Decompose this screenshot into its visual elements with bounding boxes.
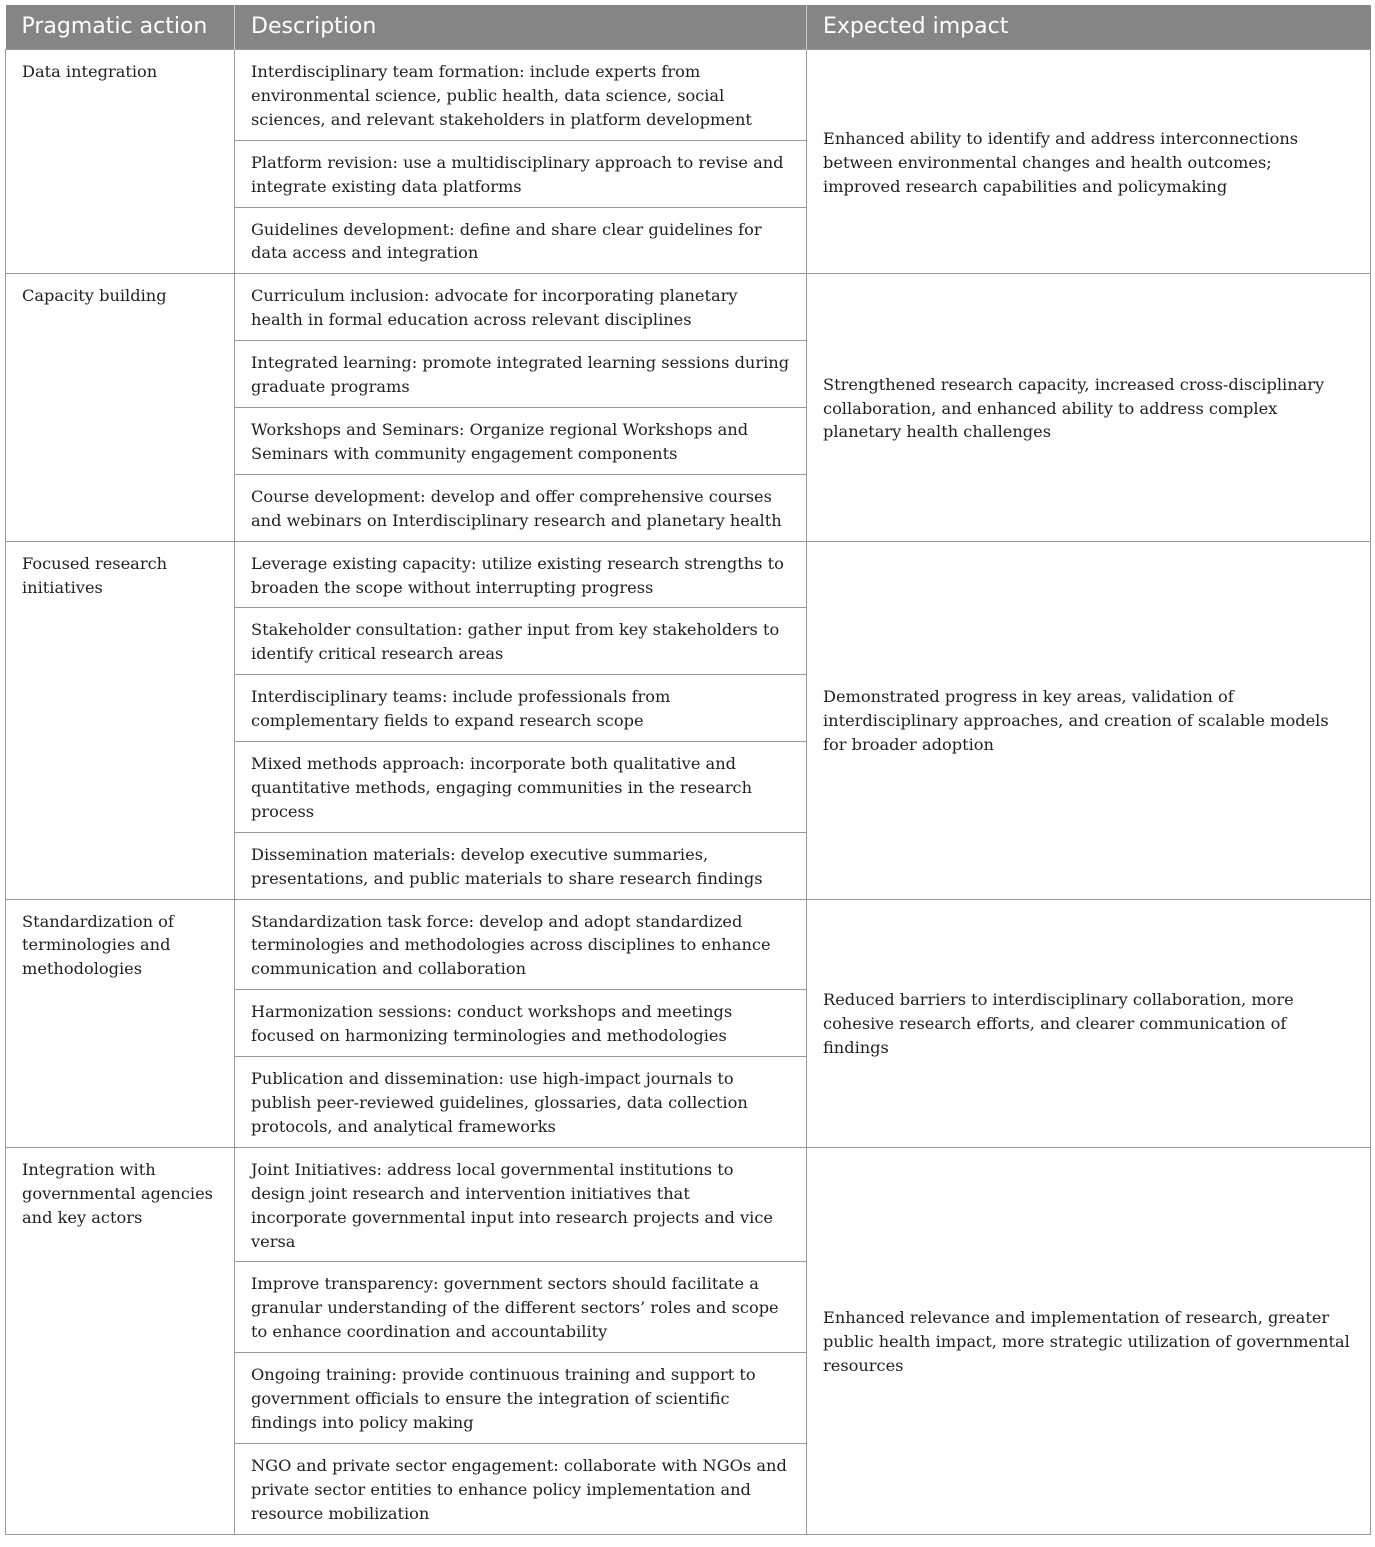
description-cell: Improve transparency: government sectors should facilitate a granular understanding of the different sectors’ roles and scope to enhance coordination and accountability: [235, 1262, 807, 1353]
description-cell: Standardization task force: develop and adopt standardized terminologies and methodologies across disciplines to enhance communication and collaboration: [235, 899, 807, 990]
header-pragmatic-action: Pragmatic action: [6, 5, 235, 50]
description-cell: Leverage existing capacity: utilize existing research strengths to broaden the scope without interrupting progress: [235, 541, 807, 608]
description-cell: Harmonization sessions: conduct workshops and meetings focused on harmonizing terminologies and methodologies: [235, 990, 807, 1057]
description-cell: NGO and private sector engagement: collaborate with NGOs and private sector entities to enhance policy implementation and resource mobilization: [235, 1443, 807, 1534]
impact-cell: Reduced barriers to interdisciplinary collaboration, more cohesive research efforts, and clearer communication of findings: [807, 899, 1371, 1147]
action-cell: Capacity building: [6, 274, 235, 541]
header-row: [6, 5, 1371, 50]
description-cell: Guidelines development: define and share clear guidelines for data access and integration: [235, 207, 807, 274]
description-cell: Ongoing training: provide continuous training and support to government officials to ensure the integration of scientific findings into policy making: [235, 1353, 807, 1444]
impact-cell: Demonstrated progress in key areas, validation of interdisciplinary approaches, and creation of scalable models for broader adoption: [807, 541, 1371, 899]
impact-cell: Enhanced ability to identify and address interconnections between environmental changes and health outcomes; improved research capabilities and policymaking: [807, 50, 1371, 274]
header-expected-impact: Expected impact: [807, 5, 1371, 50]
table-body: [6, 50, 1371, 1535]
description-cell: Mixed methods approach: incorporate both qualitative and quantitative methods, engaging communities in the research process: [235, 742, 807, 833]
description-cell: Dissemination materials: develop executive summaries, presentations, and public materials to share research findings: [235, 832, 807, 899]
description-cell: Workshops and Seminars: Organize regional Workshops and Seminars with community engagement components: [235, 407, 807, 474]
description-cell: Course development: develop and offer comprehensive courses and webinars on Interdisciplinary research and planetary health: [235, 474, 807, 541]
table-row: [6, 1147, 1371, 1262]
description-cell: Interdisciplinary teams: include professionals from complementary fields to expand research scope: [235, 675, 807, 742]
description-cell: Integrated learning: promote integrated learning sessions during graduate programs: [235, 341, 807, 408]
action-cell: Focused research initiatives: [6, 541, 235, 899]
actions-table: [5, 5, 1371, 1535]
action-cell: Data integration: [6, 50, 235, 274]
description-cell: Interdisciplinary team formation: include experts from environmental science, public health, data science, social sciences, and relevant stakeholders in platform development: [235, 50, 807, 141]
impact-cell: Enhanced relevance and implementation of research, greater public health impact, more strategic utilization of governmental resources: [807, 1147, 1371, 1534]
description-cell: Joint Initiatives: address local governmental institutions to design joint research and intervention initiatives that incorporate governmental input into research projects and vice versa: [235, 1147, 807, 1262]
table-header: [6, 5, 1371, 50]
description-cell: Stakeholder consultation: gather input from key stakeholders to identify critical research areas: [235, 608, 807, 675]
table-row: [6, 50, 1371, 141]
table-row: [6, 274, 1371, 341]
header-description: Description: [235, 5, 807, 50]
description-cell: Platform revision: use a multidisciplinary approach to revise and integrate existing data platforms: [235, 140, 807, 207]
table-row: [6, 899, 1371, 990]
action-cell: Integration with governmental agencies and key actors: [6, 1147, 235, 1534]
action-cell: Standardization of terminologies and methodologies: [6, 899, 235, 1147]
description-cell: Curriculum inclusion: advocate for incorporating planetary health in formal education across relevant disciplines: [235, 274, 807, 341]
impact-cell: Strengthened research capacity, increased cross-disciplinary collaboration, and enhanced ability to address complex planetary health challenges: [807, 274, 1371, 541]
description-cell: Publication and dissemination: use high-impact journals to publish peer-reviewed guidelines, glossaries, data collection protocols, and analytical frameworks: [235, 1057, 807, 1148]
table-row: [6, 541, 1371, 608]
